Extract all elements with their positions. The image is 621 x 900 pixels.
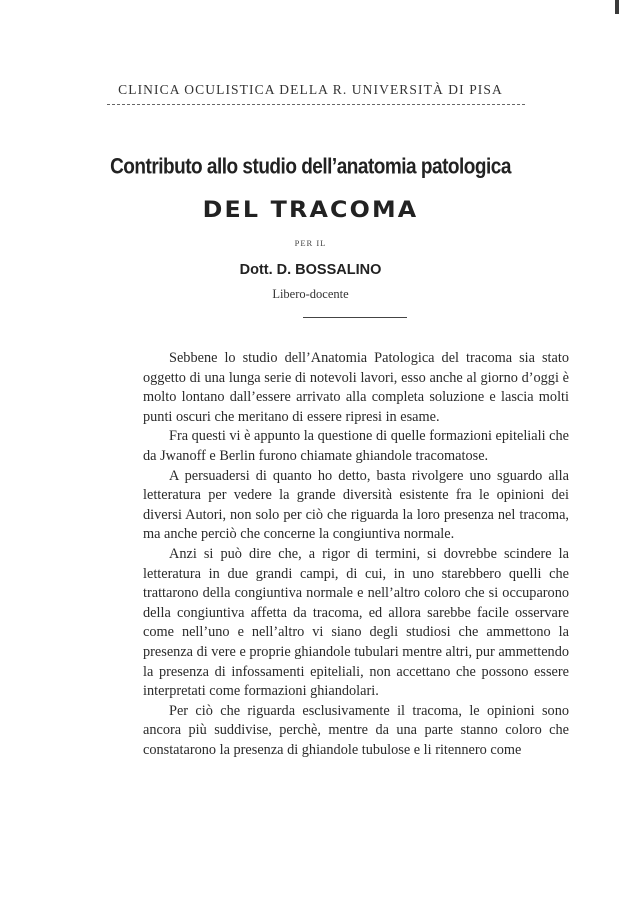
scan-edge-mark [615, 0, 619, 14]
byline-prefix: PER IL [294, 238, 327, 248]
paragraph: Sebbene lo studio dell’Anatomia Patologica del tracoma sia stato oggetto di una lunga serie di notevoli lavori, esso anche al giorno d’oggi è molto lontano dall’essere arrivato alla completa soluzione e lascia molti punti oscuri che meritano di essere ripresi in esame. [143, 350, 569, 425]
title-divider [303, 317, 407, 318]
paragraph: A persuadersi di quanto ho detto, basta rivolgere uno sguardo alla letteratura per vedere la grande diversità esistente fra le opinioni dei diversi Autori, non solo per ciò che riguarda la loro presenza nel tracoma, ma anche perciò che concerne la congiuntiva normale. [143, 467, 569, 543]
author-name: Dott. D. BOSSALINO [239, 262, 382, 278]
author-affiliation: Libero-docente [272, 287, 349, 301]
paragraph: Fra questi vi è appunto la questione di quelle formazioni epiteliali che da Jwanoff e Berlin furono chiamate ghiandole tracomatose. [143, 428, 569, 464]
institution-header: CLINICA OCULISTICA DELLA R. UNIVERSITÀ DI PISA [118, 82, 503, 97]
paragraph: Anzi si può dire che, a rigor di termini, si dovrebbe scindere la letteratura in due grandi campi, di cui, in uno starebbero quelli che trattarono della congiuntiva normale e nell’altro coloro che si occuparono della congiuntiva affetta da tracoma, ed allora sarebbe facile osservare come nell’uno e nell’altro vi siano degli studiosi che ammettono la presenza di vere e proprie ghiandole tubulari mentre altri, pur ammettendo la presenza di infossamenti epiteliali, non accettano che possono essere interpretati come formazioni ghiandolari. [143, 545, 569, 700]
article-title: Contributo allo studio dell’anatomia patologica [110, 155, 511, 180]
header-divider [107, 104, 525, 105]
paragraph: Per ciò che riguarda esclusivamente il tracoma, le opinioni sono ancora più suddivise, perchè, mentre da una parte stanno coloro che constatarono la presenza di ghiandole tubulose e li ritennero come [143, 702, 569, 758]
article-subtitle: DEL TRACOMA [202, 198, 419, 223]
article-body [143, 349, 569, 760]
